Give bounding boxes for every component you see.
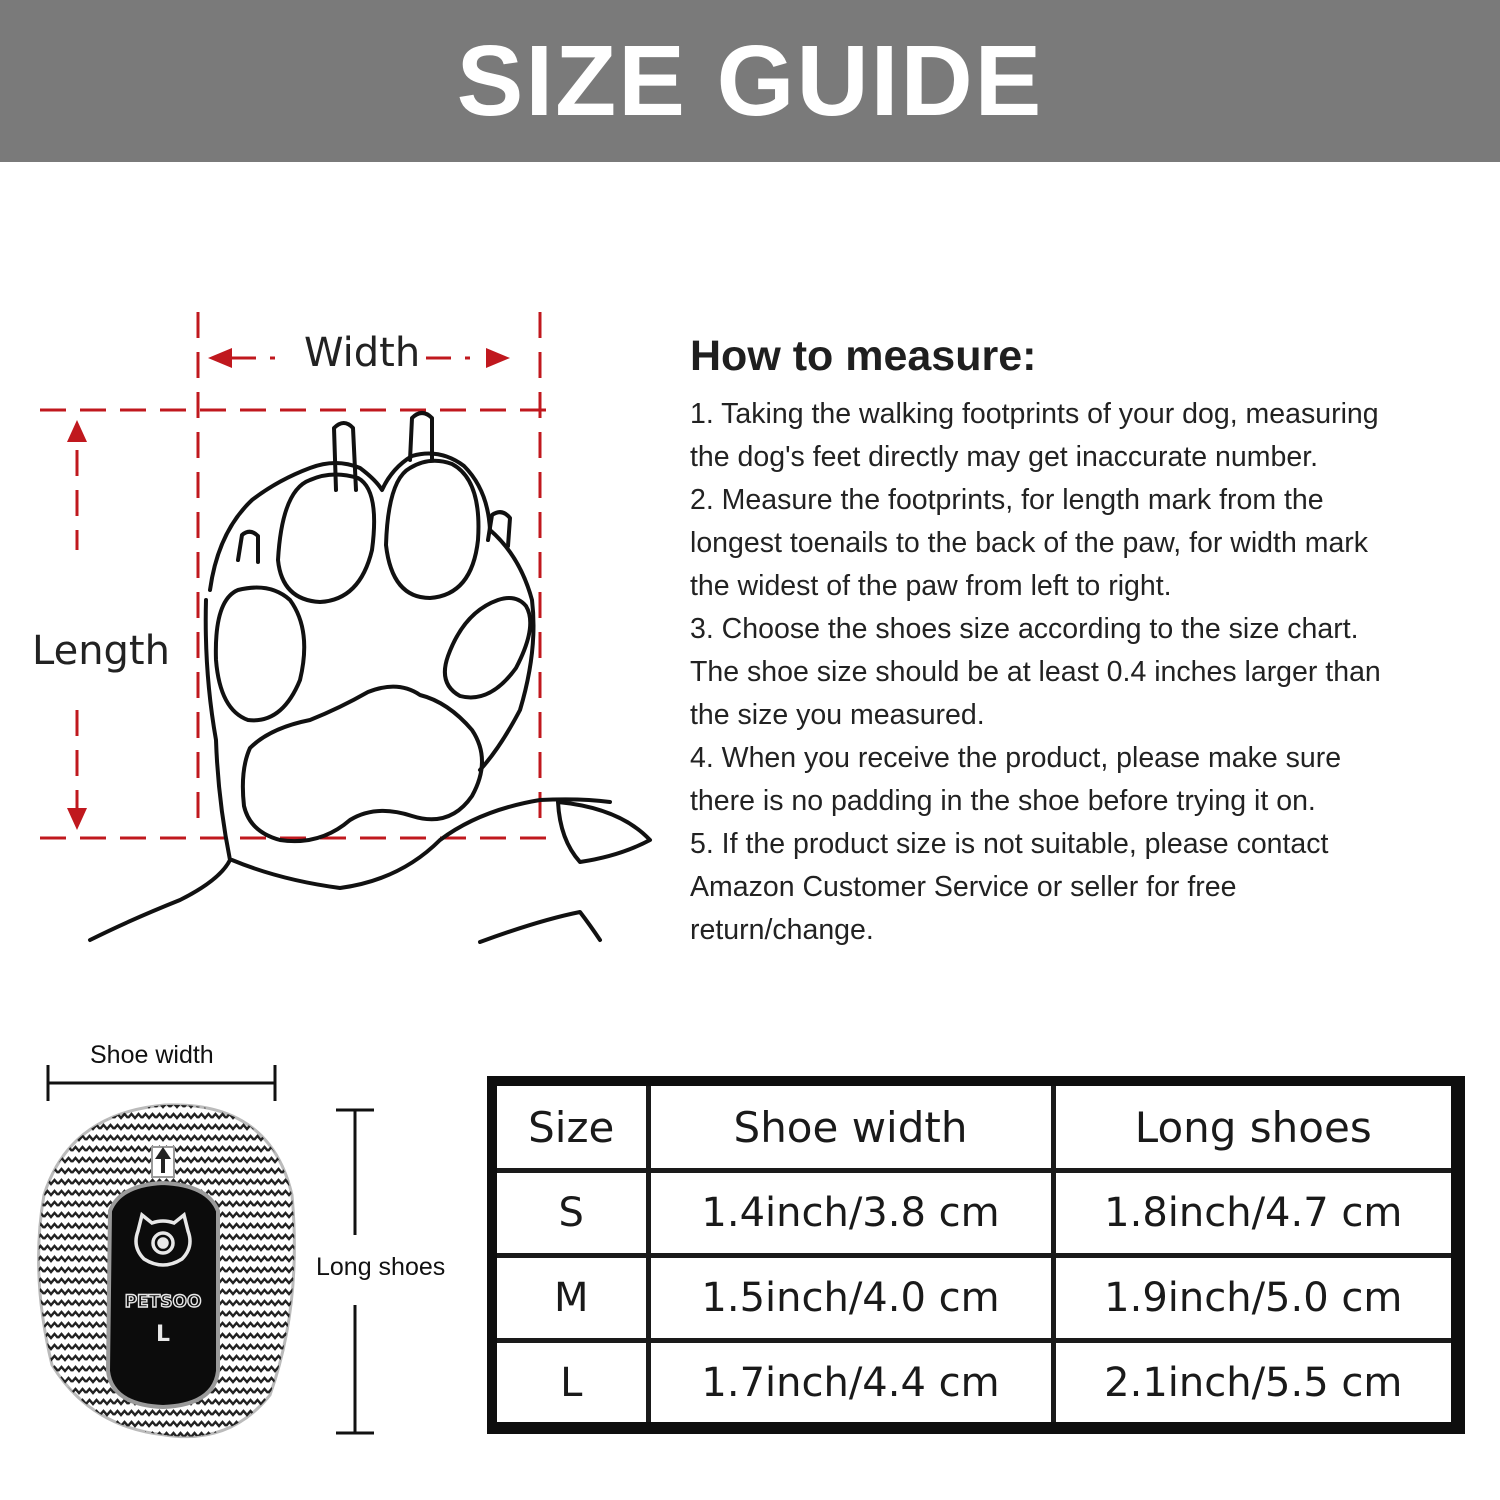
sole-size-letter: L [155,1322,171,1347]
step-line: 2. Measure the footprints, for length mark from the [690,484,1324,516]
long-shoes-cell: 1.9inch/5.0 cm [1053,1256,1451,1341]
shoe-width-cell: 1.4inch/3.8 cm [648,1171,1053,1256]
table-header-row [497,1086,1451,1171]
header-size: Size [497,1086,648,1171]
size-cell: S [497,1171,648,1256]
step-line: Amazon Customer Service or seller for free [690,871,1237,903]
measure-steps [690,393,1490,952]
paw-outline [90,413,650,942]
paw-diagram [20,300,670,960]
shoe-sole-diagram [30,1035,490,1475]
step-line: return/change. [690,914,874,946]
size-cell: M [497,1256,648,1341]
step-line: The shoe size should be at least 0.4 inches larger than [690,656,1381,688]
arrow-left-icon [208,348,232,368]
step-line: there is no padding in the shoe before trying it on. [690,785,1316,817]
table-row [497,1256,1451,1341]
arrow-up-icon [67,420,87,442]
measure-guides [40,312,555,838]
table-row [497,1341,1451,1422]
shoe-width-bracket [48,1065,275,1101]
arrow-down-icon [67,808,87,830]
step-line: the size you measured. [690,699,985,731]
long-shoes-cell: 1.8inch/4.7 cm [1053,1171,1451,1256]
long-shoes-cell: 2.1inch/5.5 cm [1053,1341,1451,1422]
size-cell: L [497,1341,648,1422]
step-line: 4. When you receive the product, please make sure [690,742,1342,774]
long-shoes-label: Long shoes [316,1253,446,1281]
width-label: Width [298,330,426,376]
step-line: longest toenails to the back of the paw, for width mark [690,527,1369,559]
sole-up-arrow-icon [152,1147,174,1177]
header-shoe-width: Shoe width [648,1086,1053,1171]
table-row [497,1171,1451,1256]
step-line: 1. Taking the walking footprints of your dog, measuring [690,398,1379,430]
arrow-right-icon [486,348,510,368]
step-line: the widest of the paw from left to right. [690,570,1172,602]
shoe-width-label: Shoe width [90,1041,214,1069]
page-title: SIZE GUIDE [456,24,1044,137]
how-to-measure-section [690,332,1490,952]
title-banner [0,0,1500,162]
how-to-measure-heading: How to measure: [690,332,1037,380]
shoe-width-cell: 1.7inch/4.4 cm [648,1341,1053,1422]
brand-logo: PETSOO [124,1292,202,1312]
header-long-shoes: Long shoes [1053,1086,1451,1171]
step-line: 3. Choose the shoes size according to the size chart. [690,613,1359,645]
step-line: 5. If the product size is not suitable, please contact [690,828,1329,860]
size-table [497,1086,1451,1422]
length-label: Length [28,628,174,674]
shoe-width-cell: 1.5inch/4.0 cm [648,1256,1053,1341]
step-line: the dog's feet directly may get inaccurate number. [690,441,1319,473]
size-table-frame [487,1076,1465,1434]
